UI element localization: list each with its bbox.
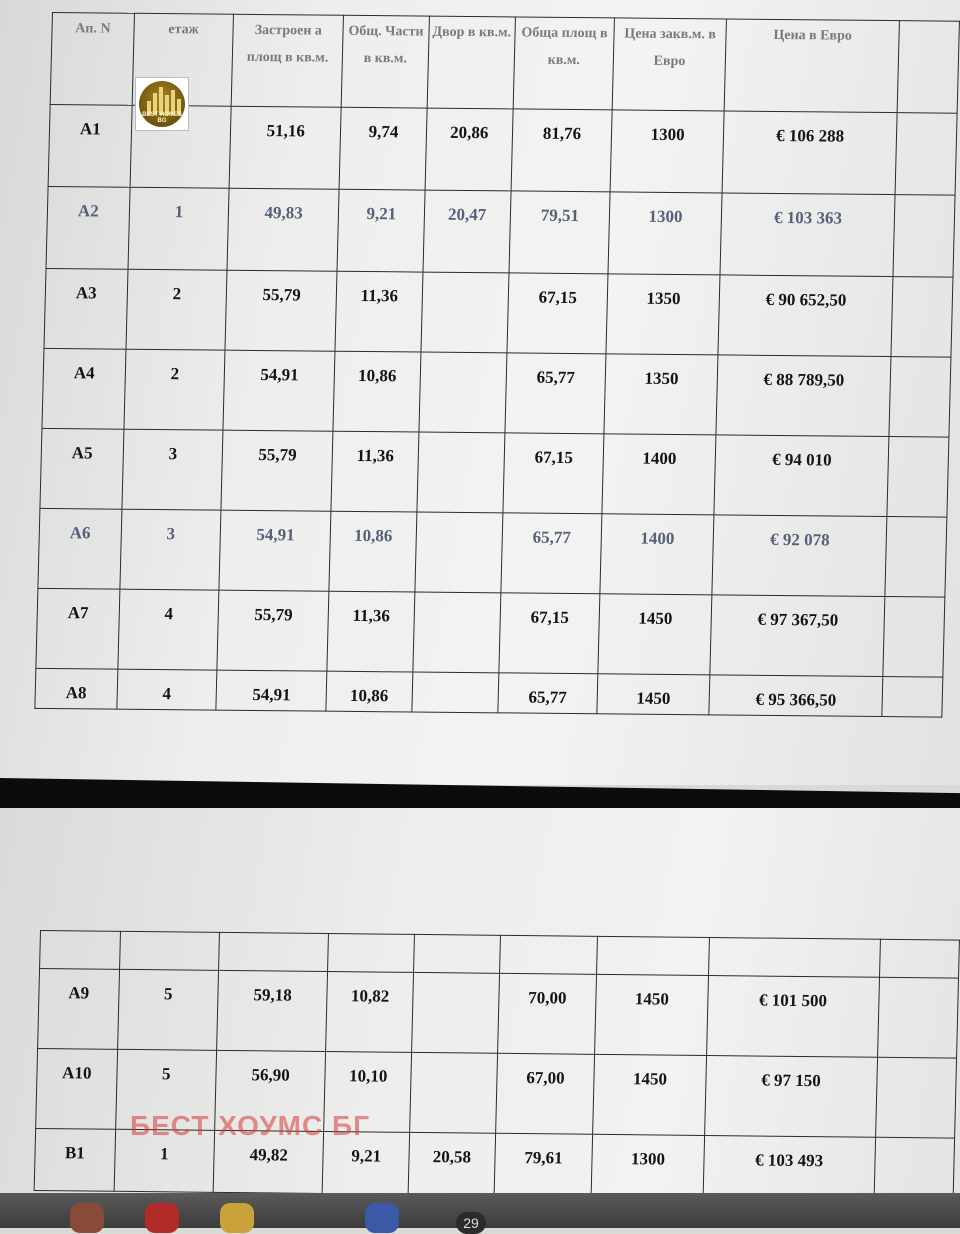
built-area-cell: 55,79	[221, 430, 333, 511]
floor-cell: 4	[118, 589, 220, 670]
extra-cell	[893, 195, 955, 278]
total-area-cell: 79,51	[509, 191, 611, 274]
taskbar-app-icon[interactable]	[220, 1203, 254, 1233]
price-sqm-cell: 1400	[602, 434, 716, 515]
apt-no-cell: A4	[42, 348, 126, 429]
built-area-cell: 54,91	[223, 350, 335, 431]
yard-cell	[412, 672, 499, 713]
logo-emblem	[139, 81, 185, 127]
apt-no-cell: A8	[35, 668, 118, 709]
extra-cell	[875, 1057, 956, 1138]
built-area-cell: 49,82	[213, 1130, 324, 1193]
table-row	[40, 428, 949, 517]
total-area-cell: 67,15	[507, 273, 609, 354]
price-eur-cell: € 106 288	[722, 111, 897, 195]
floor-cell: 5	[115, 1049, 216, 1130]
yard-cell	[412, 972, 500, 1053]
floor-cell: 1	[114, 1129, 215, 1192]
total-area-cell: 67,15	[498, 593, 600, 674]
price-eur-cell: € 92 078	[712, 515, 887, 597]
table-row	[38, 508, 947, 597]
total-area-cell: 65,77	[500, 513, 602, 594]
floor-cell: 5	[117, 969, 218, 1050]
apt-no-cell: A5	[40, 428, 124, 509]
yard-cell	[419, 352, 507, 433]
header-floor: етаж	[132, 13, 234, 106]
taskbar-app-icon[interactable]	[365, 1203, 399, 1233]
floor-cell: 3	[122, 429, 224, 510]
extra-cell	[895, 113, 957, 196]
price-eur-cell: € 103 363	[720, 193, 895, 277]
total-area-cell: 79,61	[494, 1133, 593, 1196]
built-area-cell: 51,16	[229, 106, 341, 189]
price-eur-cell: € 97 367,50	[710, 595, 885, 677]
extra-cell	[891, 277, 953, 358]
header-price-eur: Цена в Евро	[724, 19, 900, 113]
extra-cell	[877, 977, 958, 1058]
table-row	[36, 588, 945, 677]
price-sqm-cell: 1400	[600, 514, 714, 595]
total-area-cell: 70,00	[497, 973, 597, 1054]
header-apt-no: Ап. N	[50, 13, 134, 106]
floor-cell: 2	[126, 269, 228, 350]
built-area-cell: 54,91	[216, 670, 327, 711]
extra-cell	[885, 517, 947, 598]
common-parts-cell: 10,86	[333, 351, 421, 432]
price-eur-cell: € 103 493	[703, 1135, 875, 1199]
price-sqm-cell: 1350	[606, 274, 720, 355]
total-area-cell: 65,77	[497, 673, 598, 714]
header-built-area: Застроен а площ в кв.м.	[231, 14, 343, 107]
price-sqm-cell: 1450	[593, 1054, 706, 1135]
taskbar-badge: 29	[456, 1212, 486, 1234]
extra-cell	[874, 1137, 955, 1200]
yard-cell: 20,58	[408, 1132, 495, 1195]
total-area-cell: 67,00	[495, 1053, 595, 1134]
apt-no-cell: A6	[38, 508, 122, 589]
apt-no-cell: A10	[36, 1048, 118, 1129]
header-common-parts: Общ. Части в кв.м.	[341, 15, 429, 108]
built-area-cell: 49,83	[227, 188, 339, 271]
price-eur-cell: € 90 652,50	[718, 275, 893, 357]
table-body-bottom	[34, 968, 958, 1200]
built-area-cell: 59,18	[217, 970, 328, 1051]
table-row	[44, 268, 953, 357]
extra-cell	[883, 597, 945, 678]
table-row	[38, 968, 959, 1058]
yard-cell: 20,47	[423, 190, 511, 273]
price-eur-cell: € 94 010	[714, 435, 889, 517]
apt-no-cell: A7	[36, 588, 120, 669]
price-sqm-cell: 1350	[604, 354, 718, 435]
price-sqm-cell: 1450	[598, 594, 712, 675]
price-table-bottom	[34, 930, 960, 1201]
common-parts-cell: 11,36	[327, 591, 415, 672]
price-eur-cell: € 95 366,50	[709, 675, 883, 717]
header-total-area: Обща площ в кв.м.	[513, 17, 615, 110]
table-row	[46, 186, 955, 277]
apt-no-cell: A9	[38, 968, 120, 1049]
watermark-text: БЕСТ ХОУМС БГ	[130, 1110, 370, 1141]
yard-cell	[413, 592, 501, 673]
common-parts-cell: 10,82	[326, 972, 414, 1053]
floor-cell: 4	[117, 669, 218, 710]
floor-cell: 2	[124, 349, 226, 430]
built-area-cell: 54,91	[219, 510, 331, 591]
taskbar-app-icon[interactable]	[145, 1203, 179, 1233]
price-sqm-cell: 1300	[591, 1134, 704, 1197]
extra-cell	[887, 437, 949, 518]
table-row	[35, 668, 943, 717]
common-parts-cell: 10,10	[324, 1052, 412, 1133]
header-extra	[897, 21, 959, 114]
total-area-cell: 67,15	[503, 433, 605, 514]
common-parts-cell: 11,36	[331, 431, 419, 512]
best-homes-logo	[135, 77, 189, 131]
taskbar-app-icon[interactable]	[70, 1203, 104, 1233]
common-parts-cell: 10,86	[329, 511, 417, 592]
common-parts-cell: 9,21	[323, 1131, 410, 1194]
common-parts-cell: 9,21	[337, 189, 425, 272]
floor-cell: 3	[120, 509, 222, 590]
price-eur-cell: € 88 789,50	[716, 355, 891, 437]
floor-cell: 1	[128, 187, 230, 270]
logo-text: BEST HOMES BG	[142, 112, 182, 124]
yard-cell	[421, 272, 509, 353]
apt-no-cell: A1	[48, 104, 132, 187]
price-sqm-cell: 1450	[597, 674, 710, 715]
total-area-cell: 65,77	[505, 353, 607, 434]
extra-cell	[889, 357, 951, 438]
built-area-cell: 55,79	[217, 590, 329, 671]
extra-cell	[882, 677, 943, 718]
table-body-top	[35, 104, 957, 717]
apt-no-cell: A2	[46, 186, 130, 269]
yard-cell	[415, 512, 503, 593]
common-parts-cell: 9,74	[339, 107, 427, 190]
yard-cell	[410, 1052, 498, 1133]
header-price-sqm: Цена закв.м. в Евро	[612, 18, 726, 111]
price-eur-cell: € 101 500	[706, 975, 879, 1057]
price-eur-cell: € 97 150	[704, 1055, 877, 1137]
yard-cell: 20,86	[425, 108, 513, 191]
common-parts-cell: 10,86	[326, 671, 413, 712]
table-row	[42, 348, 951, 437]
header-yard: Двор в кв.м.	[427, 16, 515, 109]
price-sqm-cell: 1300	[610, 110, 724, 193]
apt-no-cell: B1	[34, 1128, 115, 1191]
yard-cell	[417, 432, 505, 513]
total-area-cell: 81,76	[511, 109, 613, 192]
apt-no-cell: A3	[44, 268, 128, 349]
built-area-cell: 56,90	[215, 1050, 326, 1131]
price-sqm-cell: 1300	[608, 192, 722, 275]
built-area-cell: 55,79	[225, 270, 337, 351]
price-sqm-cell: 1450	[595, 974, 708, 1055]
common-parts-cell: 11,36	[335, 271, 423, 352]
